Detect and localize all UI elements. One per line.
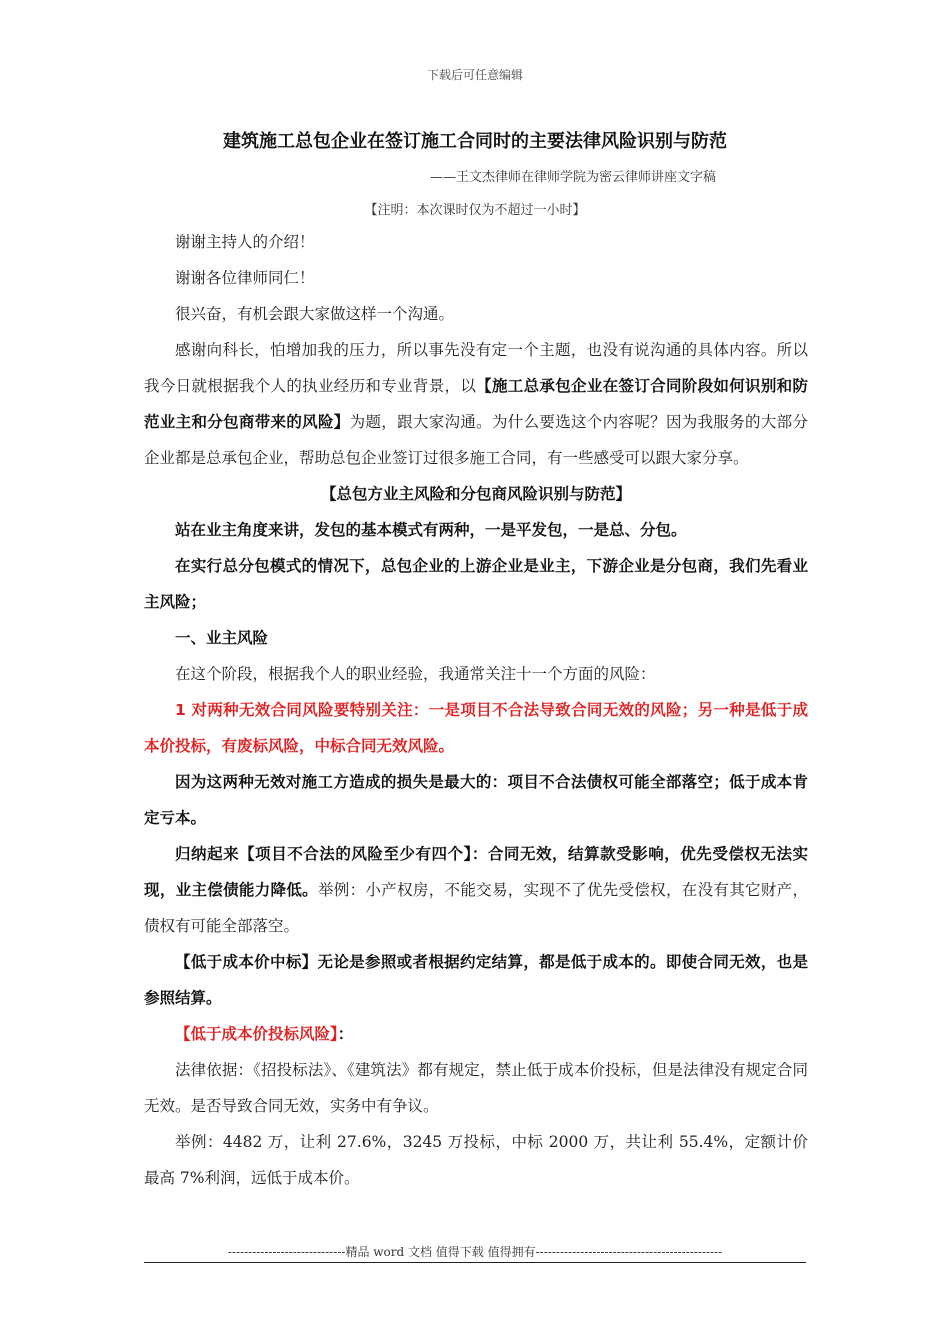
paragraph-loss-explanation: 因为这两种无效对施工方造成的损失是最大的：项目不合法债权可能全部落空；低于成本肯定亏本。 bbox=[144, 773, 808, 827]
paragraph-example-numbers: 举例：4482 万，让利 27.6%，3245 万投标，中标 2000 万，共让利 55.4%，定额计价最高 7%利润，远低于成本价。 bbox=[144, 1133, 808, 1187]
paragraph-excited: 很兴奋，有机会跟大家做这样一个沟通。 bbox=[175, 305, 455, 323]
document-title: 建筑施工总包企业在签订施工合同时的主要法律风险识别与防范 bbox=[223, 131, 727, 152]
below-cost-award-text: 无论是参照或者根据约定结算，都是低于成本的。即使合同无效，也是参照结算。 bbox=[144, 953, 808, 1007]
heading-owner-risk: 一、业主风险 bbox=[175, 629, 269, 647]
document-subtitle: ——王文杰律师在律师学院为密云律师讲座文字稿 bbox=[430, 170, 717, 185]
paragraph-below-cost-award bbox=[144, 944, 808, 1016]
footer-divider bbox=[144, 1262, 806, 1263]
footer-text: -----------------------------精品 word 文档 值得下载 值得拥有---------------------------------------------- bbox=[227, 1245, 723, 1259]
below-cost-bid-label: 【低于成本价投标风险】 bbox=[175, 1025, 338, 1043]
paragraph-invalid-contract-risks: 1 对两种无效合同风险要特别关注：一是项目不合法导致合同无效的风险；另一种是低于成本价投标，有废标风险，中标合同无效风险。 bbox=[144, 701, 808, 755]
paragraph-contract-modes: 站在业主角度来讲，发包的基本模式有两种，一是平发包，一是总、分包。 bbox=[175, 521, 687, 539]
section-heading: 【总包方业主风险和分包商风险识别与防范】 bbox=[320, 485, 631, 503]
illegal-project-summary: 归纳起来【项目不合法的风险至少有四个】：合同无效，结算款受影响，优先受偿权无法实现，业主偿债能力降低。 bbox=[144, 845, 808, 899]
below-cost-bid-colon: ： bbox=[337, 1025, 354, 1043]
paragraph-intro bbox=[144, 332, 808, 476]
intro-text-c: 为题，跟大家沟通。为什么要选这个内容呢？因为我服务的大部分企业都是总承包企业，帮助总包企业签订过很多施工合同，有一些感受可以跟大家分享。 bbox=[144, 413, 808, 467]
paragraph-upstream-downstream: 在实行总分包模式的情况下，总包企业的上游企业是业主，下游企业是分包商，我们先看业主风险； bbox=[144, 557, 808, 611]
intro-text-a: 感谢向科长，怕增加我的压力，所以事先没有定一个主题，也没有说沟通的具体内容。所以我今日就根据我个人的执业经历和专业背景，以 bbox=[144, 341, 808, 395]
document-body bbox=[144, 224, 808, 1196]
paragraph-illegal-project-risks bbox=[144, 836, 808, 944]
paragraph-eleven-risks: 在这个阶段，根据我个人的职业经验，我通常关注十一个方面的风险： bbox=[175, 665, 656, 683]
intro-topic: 【施工总承包企业在签订合同阶段如何识别和防范业主和分包商带来的风险】 bbox=[144, 377, 808, 431]
paragraph-legal-basis: 法律依据：《招投标法》、《建筑法》都有规定，禁止低于成本价投标，但是法律没有规定合同无效。是否导致合同无效，实务中有争议。 bbox=[144, 1061, 808, 1115]
paragraph-thanks-colleagues: 谢谢各位律师同仁！ bbox=[175, 269, 315, 287]
header-note: 下载后可任意编辑 bbox=[426, 68, 523, 82]
duration-note: 【注明：本次课时仅为不超过一小时】 bbox=[364, 203, 586, 218]
below-cost-award-label: 【低于成本价中标】 bbox=[175, 953, 318, 971]
paragraph-below-cost-bid-heading bbox=[144, 1016, 808, 1052]
illegal-project-example: 举例：小产权房，不能交易，实现不了优先受偿权，在没有其它财产，债权有可能全部落空。 bbox=[144, 881, 808, 935]
paragraph-thanks-host: 谢谢主持人的介绍！ bbox=[175, 233, 315, 251]
